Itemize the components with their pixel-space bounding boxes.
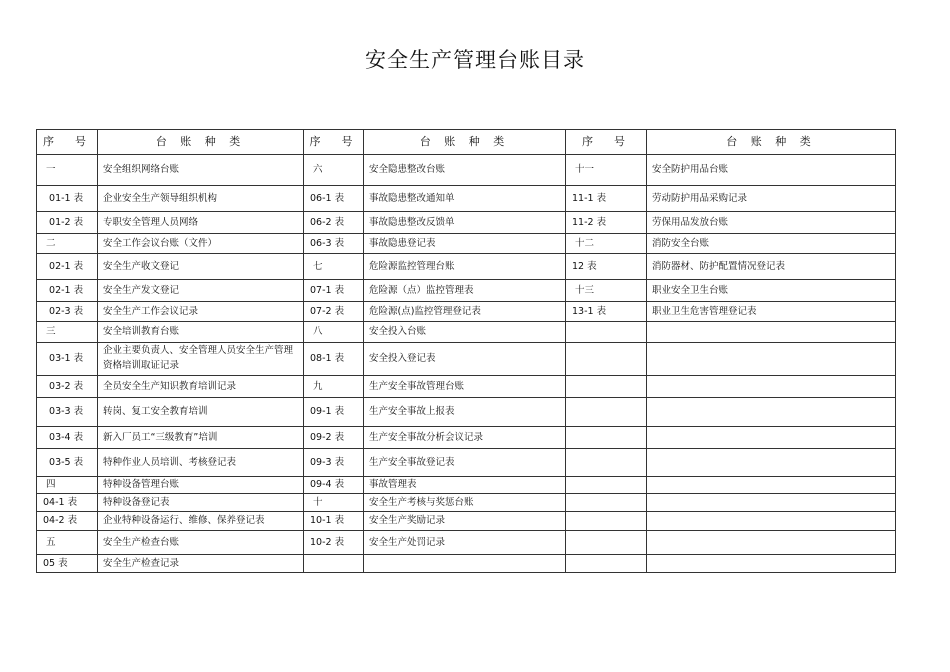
ledger-type-cell: 新入厂员工“三级教育”培训 xyxy=(98,427,304,449)
ledger-type-cell: 消防安全台账 xyxy=(647,234,896,254)
table-header-row xyxy=(37,130,896,155)
table-row xyxy=(37,155,896,186)
seq-cell: 04-2 表 xyxy=(37,512,98,531)
seq-cell: 06-1 表 xyxy=(304,186,364,212)
seq-cell xyxy=(566,376,647,398)
seq-cell: 02-3 表 xyxy=(37,302,98,322)
seq-cell: 04-1 表 xyxy=(37,494,98,512)
ledger-type-cell: 安全生产发文登记 xyxy=(98,280,304,302)
seq-cell: 05 表 xyxy=(37,555,98,573)
header-ledger-type: 台 账 种 类 xyxy=(98,130,304,155)
seq-cell xyxy=(566,449,647,477)
seq-cell: 五 xyxy=(37,531,98,555)
ledger-type-cell: 转岗、复工安全教育培训 xyxy=(98,398,304,427)
header-ledger-type: 台 账 种 类 xyxy=(647,130,896,155)
ledger-type-cell xyxy=(647,555,896,573)
seq-cell xyxy=(566,398,647,427)
ledger-type-cell: 安全生产工作会议记录 xyxy=(98,302,304,322)
seq-cell xyxy=(566,512,647,531)
header-ledger-type: 台 账 种 类 xyxy=(364,130,566,155)
seq-cell xyxy=(566,343,647,376)
ledger-type-cell: 安全隐患整改台账 xyxy=(364,155,566,186)
header-seq-number: 序 号 xyxy=(304,130,364,155)
table-row xyxy=(37,427,896,449)
seq-cell: 06-3 表 xyxy=(304,234,364,254)
ledger-type-cell: 危险源（点）监控管理表 xyxy=(364,280,566,302)
table-row xyxy=(37,254,896,280)
ledger-type-cell: 安全生产考核与奖惩台账 xyxy=(364,494,566,512)
seq-cell: 十 xyxy=(304,494,364,512)
seq-cell xyxy=(304,555,364,573)
seq-cell xyxy=(566,427,647,449)
seq-cell: 09-2 表 xyxy=(304,427,364,449)
seq-cell xyxy=(566,531,647,555)
seq-cell: 十二 xyxy=(566,234,647,254)
ledger-type-cell: 安全防护用品台账 xyxy=(647,155,896,186)
seq-cell xyxy=(566,477,647,494)
ledger-type-cell: 事故管理表 xyxy=(364,477,566,494)
table-row xyxy=(37,449,896,477)
seq-cell: 13-1 表 xyxy=(566,302,647,322)
seq-cell: 11-1 表 xyxy=(566,186,647,212)
table-row xyxy=(37,302,896,322)
table-row xyxy=(37,555,896,573)
seq-cell: 十三 xyxy=(566,280,647,302)
seq-cell: 10-2 表 xyxy=(304,531,364,555)
seq-cell: 06-2 表 xyxy=(304,212,364,234)
seq-cell: 四 xyxy=(37,477,98,494)
ledger-type-cell: 生产安全事故管理台账 xyxy=(364,376,566,398)
ledger-catalog-table xyxy=(36,129,896,573)
seq-cell: 09-1 表 xyxy=(304,398,364,427)
seq-cell: 01-1 表 xyxy=(37,186,98,212)
seq-cell: 03-3 表 xyxy=(37,398,98,427)
seq-cell xyxy=(566,555,647,573)
ledger-type-cell: 危险源(点)监控管理登记表 xyxy=(364,302,566,322)
ledger-type-cell: 危险源监控管理台账 xyxy=(364,254,566,280)
table-body xyxy=(37,155,896,573)
ledger-type-cell xyxy=(647,376,896,398)
ledger-type-cell: 事故隐患整改反馈单 xyxy=(364,212,566,234)
seq-cell: 11-2 表 xyxy=(566,212,647,234)
table-row xyxy=(37,186,896,212)
ledger-type-cell: 企业安全生产领导组织机构 xyxy=(98,186,304,212)
table-row xyxy=(37,280,896,302)
seq-cell: 十一 xyxy=(566,155,647,186)
ledger-type-cell: 企业特种设备运行、维修、保养登记表 xyxy=(98,512,304,531)
seq-cell: 12 表 xyxy=(566,254,647,280)
ledger-type-cell xyxy=(647,398,896,427)
ledger-type-cell: 消防器材、防护配置情况登记表 xyxy=(647,254,896,280)
ledger-type-cell xyxy=(364,555,566,573)
table-row xyxy=(37,343,896,376)
ledger-type-cell: 安全生产检查台账 xyxy=(98,531,304,555)
ledger-type-cell: 安全投入台账 xyxy=(364,322,566,343)
seq-cell: 一 xyxy=(37,155,98,186)
ledger-type-cell xyxy=(647,449,896,477)
ledger-type-cell xyxy=(647,343,896,376)
ledger-type-cell: 专职安全管理人员网络 xyxy=(98,212,304,234)
seq-cell xyxy=(566,494,647,512)
document-title: 安全生产管理台账目录 xyxy=(365,48,585,72)
ledger-type-cell: 安全生产处罚记录 xyxy=(364,531,566,555)
seq-cell: 九 xyxy=(304,376,364,398)
table-row xyxy=(37,531,896,555)
ledger-type-cell: 特种设备登记表 xyxy=(98,494,304,512)
ledger-type-cell: 劳保用品发放台账 xyxy=(647,212,896,234)
table-row xyxy=(37,234,896,254)
seq-cell: 八 xyxy=(304,322,364,343)
ledger-type-cell: 劳动防护用品采购记录 xyxy=(647,186,896,212)
seq-cell: 01-2 表 xyxy=(37,212,98,234)
table-row xyxy=(37,322,896,343)
table-row xyxy=(37,398,896,427)
header-seq-number: 序 号 xyxy=(37,130,98,155)
seq-cell: 三 xyxy=(37,322,98,343)
ledger-type-cell: 安全生产检查记录 xyxy=(98,555,304,573)
ledger-type-cell: 安全生产奖励记录 xyxy=(364,512,566,531)
ledger-type-cell xyxy=(647,494,896,512)
table-row xyxy=(37,212,896,234)
seq-cell: 02-1 表 xyxy=(37,254,98,280)
seq-cell: 六 xyxy=(304,155,364,186)
seq-cell: 02-1 表 xyxy=(37,280,98,302)
ledger-type-cell: 职业卫生危害管理登记表 xyxy=(647,302,896,322)
seq-cell: 03-4 表 xyxy=(37,427,98,449)
ledger-type-cell: 安全生产收文登记 xyxy=(98,254,304,280)
seq-cell: 09-3 表 xyxy=(304,449,364,477)
ledger-type-cell: 特种作业人员培训、考核登记表 xyxy=(98,449,304,477)
ledger-type-cell: 职业安全卫生台账 xyxy=(647,280,896,302)
table-row xyxy=(37,494,896,512)
ledger-type-cell xyxy=(647,531,896,555)
ledger-type-cell xyxy=(647,512,896,531)
table-row xyxy=(37,376,896,398)
ledger-type-cell: 企业主要负责人、安全管理人员安全生产管理资格培训取证记录 xyxy=(98,343,304,376)
ledger-type-cell: 事故隐患整改通知单 xyxy=(364,186,566,212)
ledger-type-cell: 安全工作会议台账（文件） xyxy=(98,234,304,254)
seq-cell: 07-1 表 xyxy=(304,280,364,302)
ledger-type-cell: 生产安全事故上报表 xyxy=(364,398,566,427)
seq-cell: 七 xyxy=(304,254,364,280)
ledger-type-cell xyxy=(647,477,896,494)
seq-cell: 03-2 表 xyxy=(37,376,98,398)
seq-cell: 08-1 表 xyxy=(304,343,364,376)
ledger-type-cell: 事故隐患登记表 xyxy=(364,234,566,254)
table-row xyxy=(37,512,896,531)
seq-cell: 03-5 表 xyxy=(37,449,98,477)
seq-cell: 07-2 表 xyxy=(304,302,364,322)
ledger-type-cell xyxy=(647,322,896,343)
seq-cell xyxy=(566,322,647,343)
ledger-type-cell: 全员安全生产知识教育培训记录 xyxy=(98,376,304,398)
seq-cell: 03-1 表 xyxy=(37,343,98,376)
table-row xyxy=(37,477,896,494)
seq-cell: 10-1 表 xyxy=(304,512,364,531)
seq-cell: 二 xyxy=(37,234,98,254)
seq-cell: 09-4 表 xyxy=(304,477,364,494)
ledger-type-cell: 安全投入登记表 xyxy=(364,343,566,376)
ledger-type-cell xyxy=(647,427,896,449)
ledger-type-cell: 特种设备管理台账 xyxy=(98,477,304,494)
ledger-type-cell: 安全组织网络台账 xyxy=(98,155,304,186)
ledger-type-cell: 安全培训教育台账 xyxy=(98,322,304,343)
ledger-type-cell: 生产安全事故分析会议记录 xyxy=(364,427,566,449)
ledger-type-cell: 生产安全事故登记表 xyxy=(364,449,566,477)
header-seq-number: 序 号 xyxy=(566,130,647,155)
